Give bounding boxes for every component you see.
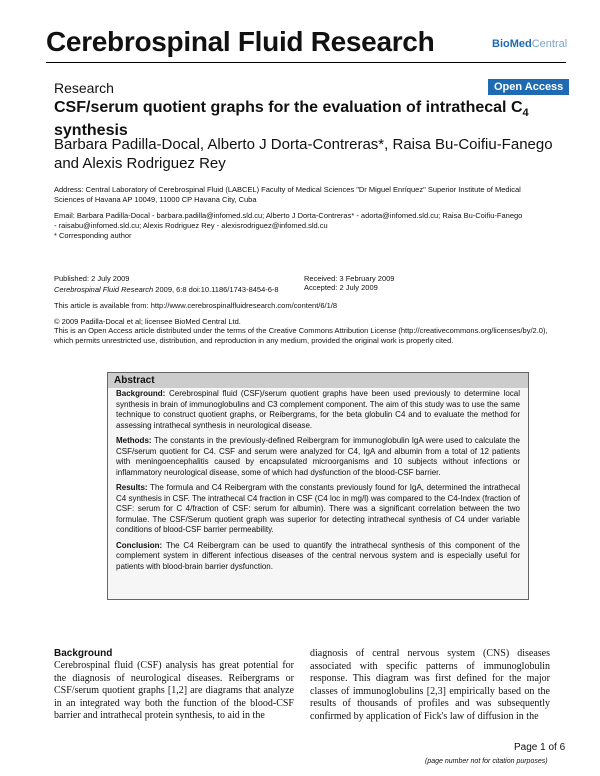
accepted-date: Accepted: 2 July 2009 [304, 283, 378, 292]
page-number: Page 1 of 6 [514, 742, 566, 753]
abstract-body [108, 388, 528, 578]
background-heading: Background [54, 648, 113, 659]
article-title: CSF/serum quotient graphs for the evaluation of intrathecal $C_4$ synthesis [54, 99, 529, 140]
authors: Barbara Padilla-Docal, Alberto J Dorta-Contreras*, Raisa Bu-Coifiu-Fanego and Alexis Rodriguez Rey [54, 136, 553, 172]
journal-title: Cerebrospinal Fluid Research [46, 26, 435, 57]
header-rule [46, 62, 566, 63]
copyright: © 2009 Padilla-Docal et al; licensee BioMed Central Ltd. [54, 317, 241, 326]
page-note: (page number not for citation purposes) [425, 758, 548, 765]
citation: Cerebrospinal Fluid Research 2009, 6:8 doi:10.1186/1743-8454-6-8 [54, 285, 279, 294]
license: This is an Open Access article distributed under the terms of the Creative Commons Attribution License (http://creativecommons.org/licenses/by/2.0), which permits unrestricted use, distribution, and reproduction in any medium, provided the original work is properly cited. [54, 326, 548, 345]
abstract-box [107, 372, 529, 600]
body-right-column: diagnosis of central nervous system (CNS) diseases associated with specific patterns of immunoglobulin response. This diagram was first defined for the major classes of immunoglobulins [2,3] empirically based on the results of thousands of profiles and was subsequently confirmed by application of Fick's law of diffusion in the [310, 648, 550, 722]
abstract-background: Background: Cerebrospinal fluid (CSF)/serum quotient graphs have been used previously to determine local synthesis in brain of immunoglobulins and C3 complement component. The aim of this study was to use the same technique to construct quotient graphs, or Reibergrams, for the beta globulin C4 and to evaluate the method for assessing intrathecal synthesis in neurological disease. [116, 389, 520, 430]
address: Address: Central Laboratory of Cerebrospinal Fluid (LABCEL) Faculty of Medical Sciences "Dr Miguel Enríquez" Superior Institute of Medical Sciences of Havana AP 10049, 11000 CP Havana City, Cuba [54, 185, 521, 204]
article-section: Research [54, 80, 114, 96]
corresponding-author: * Corresponding author [54, 231, 132, 240]
published-date: Published: 2 July 2009 [54, 274, 130, 283]
publisher-logo: BioMedCentral [492, 38, 568, 50]
abstract-methods: Methods: The constants in the previously-defined Reibergram for immunoglobulin IgA were used to calculate the CSF/serum quotient for C4. CSF and serum were analyzed for C4, IgA and albumin from a total of 12 patients with meningoencephalitis caused by encapsulated microorganisms and 10 subjects without infections or inflammatory neurological disease, some of which had dysfunction of the blood-CSF barrier. [116, 436, 520, 477]
abstract-conclusion: Conclusion: The C4 Reibergram can be used to quantify the intrathecal synthesis of this component of the complement system in different infectious diseases of the central nervous system and is especially useful for patients with blood-brain barrier dysfunction. [116, 540, 520, 571]
body-left-column: Cerebrospinal fluid (CSF) analysis has great potential for the diagnosis of neurological diseases. Reibergrams or CSF/serum quotient graphs [1,2] are diagrams that analyze in an integrated way both the function of the blood-CSF barrier and intrathecal protein synthesis, to aid in the [54, 660, 294, 721]
abstract-heading: Abstract [108, 373, 528, 388]
emails: Email: Barbara Padilla-Docal - barbara.padilla@infomed.sld.cu; Alberto J Dorta-Contreras* - adorta@infomed.sld.cu; Raisa Bu-Coifiu-Fanego - raisabu@infomed.sld.cu; Alexis Rodriguez Rey - alexisrodriguez@infomed.sld.cu [54, 211, 523, 230]
open-access-badge: Open Access [488, 79, 569, 95]
article-url[interactable]: This article is available from: http://www.cerebrospinalfluidresearch.com/content/6/1/8 [54, 301, 338, 310]
abstract-results: Results: The formula and C4 Reibergram with the constants previously found for IgA, determined the intrathecal C4 synthesis in CSF. The intrathecal C4 fraction in CSF (C4 loc in mg/l) was compared to the C4-Index (fraction of CSF: serum for C 4/fraction of CSF: serum for albumin). There was a significant correlation between the two formulae. The CSF/Serum quotient graph was superior for detecting intrathecal synthesis of C4 under variable conditions of blood-CSF barrier permeability. [116, 483, 520, 534]
received-date: Received: 3 February 2009 [304, 274, 395, 283]
